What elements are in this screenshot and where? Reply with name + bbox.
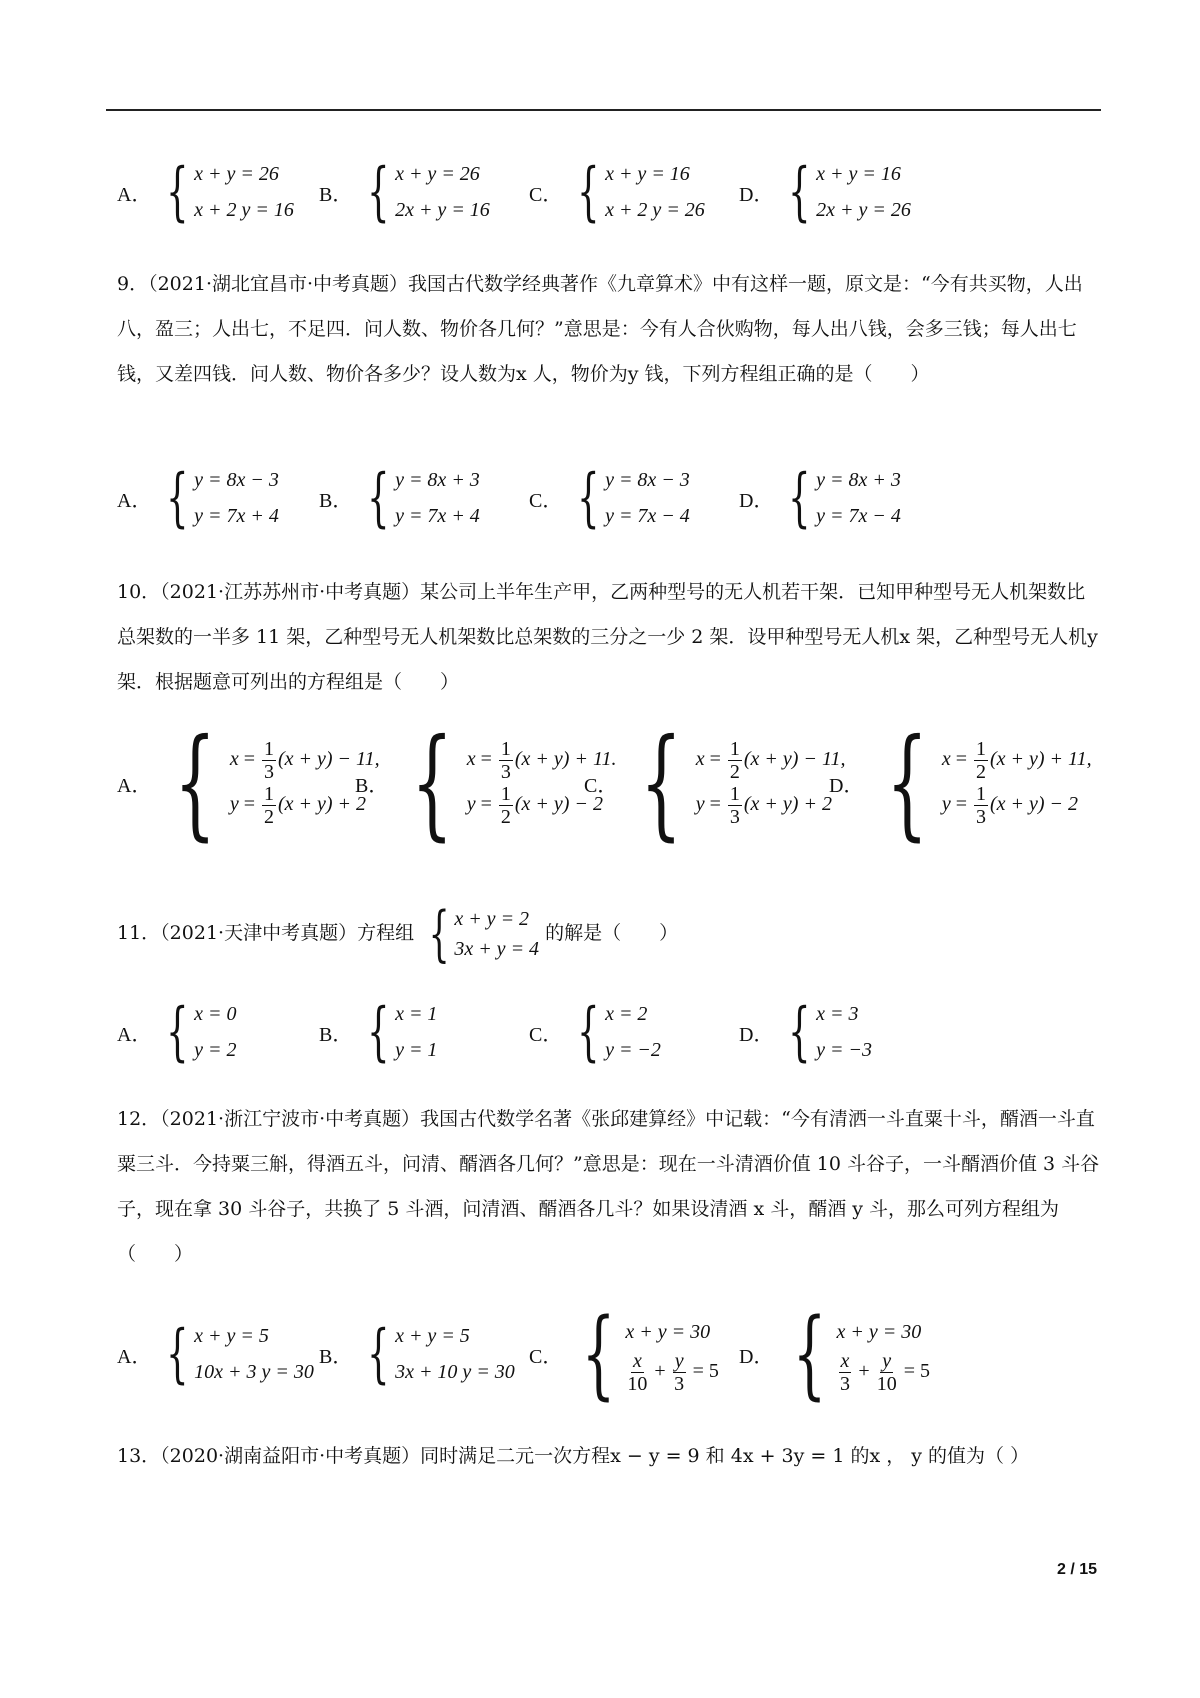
q11-option-c: C． { x = 2 y = −2 <box>529 995 661 1069</box>
brace-icon: { <box>582 1298 616 1410</box>
brace-icon: { <box>640 713 683 853</box>
q9-options <box>117 458 1102 538</box>
q11-options <box>117 992 1102 1072</box>
q10-text: 10．（2021·江苏苏州市·中考真题）某公司上半年生产甲，乙两种型号的无人机若干架．已知甲种型号无人机架数比总架数的一半多 11 架，乙种型号无人机架数比总架数的三分之一少 2 架．设甲种型号无人机x 架，乙种型号无人机y 架．根据题意可列出的方程组是（ ） <box>117 581 1098 693</box>
q12-option-b: B． { x + y = 5 3x + 10 y = 30 <box>319 1317 515 1391</box>
brace-icon: { <box>577 461 600 535</box>
q12-option-c: C． { x + y = 30 $\frac{x}{10}$ + $\frac{y}{3}$ = 5 <box>529 1298 719 1410</box>
q12-option-d: D． { x + y = 30 $\frac{x}{3}$ + $\frac{y}{10}$ = 5 <box>739 1298 930 1410</box>
q12-option-a: A． { x + y = 5 10x + 3 y = 30 <box>117 1317 314 1391</box>
brace-icon: { <box>166 995 190 1069</box>
option-letter: A． <box>117 183 152 206</box>
q11-option-d: D． { x = 3 y = −3 <box>739 995 873 1069</box>
brace-icon: { <box>367 995 390 1069</box>
brace-icon: { <box>886 713 929 853</box>
q9-option-d: D． { y = 8x + 3 y = 7x − 4 <box>739 461 901 535</box>
q8-option-d: D． { x + y = 16 2x + y = 26 <box>739 155 911 229</box>
brace-icon: { <box>411 713 454 853</box>
brace-icon: { <box>428 899 450 969</box>
q12-text: 12．（2021·浙江宁波市·中考真题）我国古代数学名著《张邱建算经》中记载：“今有清洒一斗直粟十斗，醑酒一斗直粟三斗．今持粟三斛，得酒五斗，问清、醑酒各几何？”意思是：现在一斗清酒价值 10 斗谷子，一斗醑酒价值 3 斗谷子，现在拿 30 斗谷子，共换了 5 斗酒，问清酒、醑酒各几斗？如果设清酒 x 斗，醑酒 y 斗，那么可列方程组为（ ） <box>117 1108 1100 1265</box>
brace-icon: { <box>793 1298 827 1410</box>
q11-option-a: A． { x = 0 y = 2 <box>117 995 237 1069</box>
q10-option-c: C． { x = $\frac{1}{2}$ (x + y) − 11, y = $\frac{1}{3}$ (x + y) + 2 <box>584 713 846 853</box>
brace-icon: { <box>577 155 600 229</box>
brace-icon: { <box>788 155 812 229</box>
brace-icon: { <box>166 1317 190 1391</box>
q8-option-a: A． { x + y = 26 x + 2 y = 16 <box>117 155 294 229</box>
brace-icon: { <box>174 713 217 853</box>
brace-icon: { <box>367 1317 390 1391</box>
q12-options <box>117 1298 1102 1410</box>
q10-option-b: B． { x = $\frac{1}{3}$ (x + y) + 11. y = $\frac{1}{2}$ (x + y) − 2 <box>355 713 617 853</box>
q8-option-b: B． { x + y = 26 2x + y = 16 <box>319 155 490 229</box>
brace-icon: { <box>166 461 190 535</box>
brace-icon: { <box>367 461 390 535</box>
q13-text: 13．（2020·湖南益阳市·中考真题）同时满足二元一次方程x − y = 9 和 4x + 3y = 1 的x ， y 的值为（ ） <box>117 1445 1030 1467</box>
q10-option-a: A． { x = $\frac{1}{3}$ (x + y) − 11, y = $\frac{1}{2}$ (x + y) + 2 <box>117 713 380 853</box>
q10-options <box>117 713 1102 853</box>
page-number: 2 / 15 <box>1056 1561 1097 1578</box>
q8-options <box>117 152 1102 232</box>
brace-icon: { <box>166 155 190 229</box>
brace-icon: { <box>367 155 390 229</box>
q10-option-d: D． { x = $\frac{1}{2}$ (x + y) + 11, y = $\frac{1}{3}$ (x + y) − 2 <box>829 713 1092 853</box>
header-rule <box>106 109 1101 111</box>
brace-icon: { <box>577 995 600 1069</box>
brace-icon: { <box>788 461 812 535</box>
q9-text: 9．（2021·湖北宜昌市·中考真题）我国古代数学经典著作《九章算术》中有这样一题，原文是：“今有共买物，人出八，盈三；人出七，不足四．问人数、物价各几何？”意思是：今有人合伙购物，每人出八钱，会多三钱；每人出七钱，又差四钱．问人数、物价各多少？设人数为x 人，物价为y 钱，下列方程组正确的是（ ） <box>117 273 1083 385</box>
q9-option-c: C． { y = 8x − 3 y = 7x − 4 <box>529 461 690 535</box>
q11-option-b: B． { x = 1 y = 1 <box>319 995 438 1069</box>
q9-option-a: A． { y = 8x − 3 y = 7x + 4 <box>117 461 279 535</box>
q9-option-b: B． { y = 8x + 3 y = 7x + 4 <box>319 461 480 535</box>
q8-option-c: C． { x + y = 16 x + 2 y = 26 <box>529 155 705 229</box>
q11-text: 11．（2021·天津中考真题）方程组 { x + y = 2 3x + y = 4 的解是（ ） <box>117 899 679 969</box>
brace-icon: { <box>788 995 812 1069</box>
